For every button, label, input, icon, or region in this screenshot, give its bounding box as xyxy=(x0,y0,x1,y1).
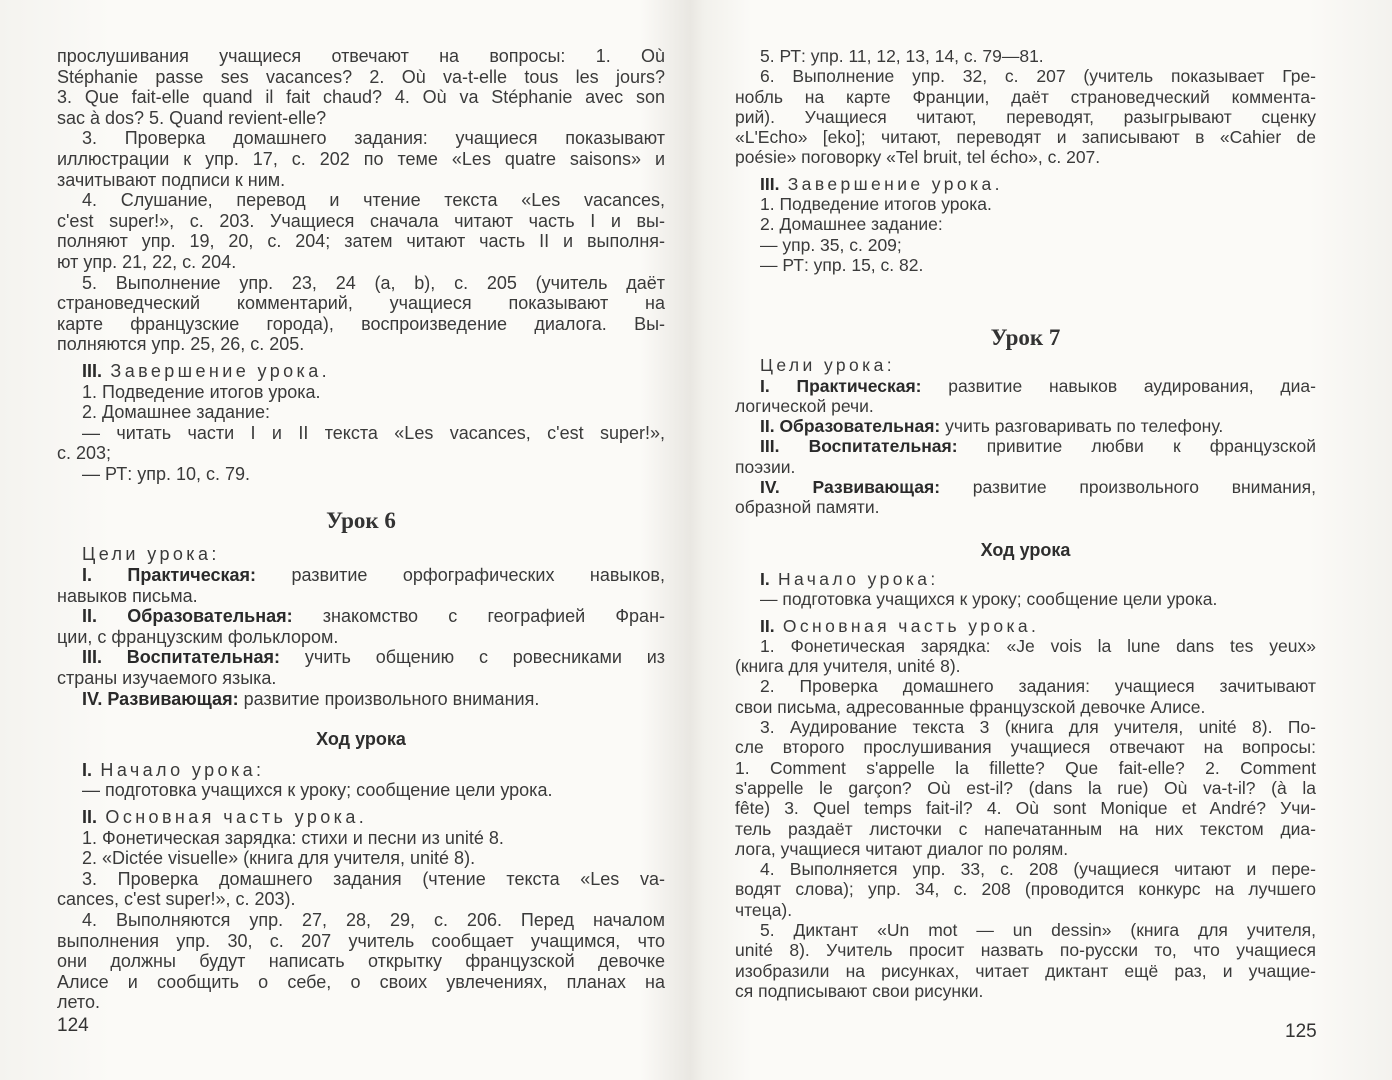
lesson-title xyxy=(735,325,1316,351)
text-line: Stéphanie passe ses vacances? 2. Où va-t-elle tous les jours? xyxy=(57,66,665,87)
text-line: 4. Выполняются упр. 27, 28, 29, с. 206. Перед началом xyxy=(82,909,665,930)
bold-label: III. xyxy=(760,173,780,194)
text-line: полняют упр. 19, 20, с. 204; затем читают часть II и выполня- xyxy=(57,231,665,252)
bold-label: II. Образовательная: xyxy=(82,606,293,627)
spaced-label: Основная часть урока. xyxy=(97,807,368,827)
paragraph xyxy=(735,436,1316,477)
bold-label: II. xyxy=(82,807,98,827)
paragraph xyxy=(735,46,1316,66)
paragraph xyxy=(57,423,665,464)
text-line: 6. Выполнение упр. 32, с. 207 (учитель показывает Гре- xyxy=(760,66,1316,87)
text-line: ции, с французским фольклором. xyxy=(57,626,339,647)
text-line: зачитывают подписи к ним. xyxy=(57,169,286,190)
paragraph xyxy=(735,589,1316,609)
text-line xyxy=(735,174,1316,194)
text-line xyxy=(735,355,1316,375)
text-line: 1. Фонетическая зарядка: «Je vois la lune dans tes yeux» xyxy=(760,635,1316,656)
bold-label: II. xyxy=(760,615,775,636)
paragraph xyxy=(57,780,665,801)
text-line: прослушивания учащиеся отвечают на вопросы: 1. Où xyxy=(57,46,665,66)
text-line xyxy=(57,807,665,828)
left-page-text xyxy=(57,46,665,1013)
paragraph xyxy=(735,376,1316,417)
paragraph xyxy=(57,190,665,272)
text-line: — РТ: упр. 15, с. 82. xyxy=(760,254,924,275)
paragraph xyxy=(57,128,665,190)
spaced-label: Завершение урока. xyxy=(102,360,331,381)
bold-label: II. Образовательная: xyxy=(760,416,941,437)
text-line: чтеца). xyxy=(735,899,793,920)
paragraph xyxy=(57,760,665,781)
paragraph xyxy=(57,647,665,688)
paragraph xyxy=(57,565,665,606)
text-line: лето. xyxy=(57,992,100,1013)
text-line: poésie» поговорку «Tel bruit, tel écho», с. 207. xyxy=(735,147,1101,168)
text-line: водят слова); упр. 34, с. 208 (проводится конкурс на лучшего xyxy=(735,879,1316,900)
text-line: страноведческий комментарий, учащиеся показывают на xyxy=(57,293,665,314)
text-line: рий). Учащиеся читают, переводят, разыгрывают сценку xyxy=(735,106,1316,127)
paragraph xyxy=(57,382,665,403)
spaced-label: Цели урока: xyxy=(760,355,896,376)
text-run: развитие произвольного внимания, xyxy=(940,477,1316,498)
text-line xyxy=(57,565,665,586)
text-line: страны изучаемого языка. xyxy=(57,668,277,689)
text-run: развитие произвольного внимания. xyxy=(238,688,540,709)
text-line: 3. Проверка домашнего задания (чтение текста «Les va- xyxy=(82,868,665,889)
paragraph xyxy=(735,174,1316,194)
text-line: 2. Домашнее задание: xyxy=(82,402,270,423)
spaced-label: Завершение урока. xyxy=(779,173,1003,194)
text-line xyxy=(57,606,665,627)
text-line: 3. Que fait-elle quand il fait chaud? 4. Où va Stéphanie avec son xyxy=(57,87,665,108)
text-line: sac à dos? 5. Quand revient-elle? xyxy=(57,107,327,128)
text-line: cances, c'est super!», с. 203). xyxy=(57,889,296,910)
text-line: 1. Comment s'appelle la fillette? Que fait-elle? 2. Comment xyxy=(735,757,1316,778)
text-line xyxy=(57,760,665,781)
text-run: учить общению с ровесниками из xyxy=(280,647,665,668)
text-line: карте французские города), воспроизведение диалога. Вы- xyxy=(57,313,665,334)
text-run: привитие любви к французской xyxy=(957,436,1316,457)
text-line xyxy=(735,616,1316,636)
text-line xyxy=(735,376,1316,396)
text-line: 5. РТ: упр. 11, 12, 13, 14, с. 79—81. xyxy=(760,46,1044,66)
paragraph xyxy=(735,569,1316,589)
paragraph xyxy=(57,464,665,485)
text-line: нобль на карте Франции, даёт страноведческий коммента- xyxy=(735,86,1316,107)
text-line: 1. Подведение итогов урока. xyxy=(82,381,321,402)
text-line: Урок 7 xyxy=(990,325,1061,351)
text-run: развитие навыков аудирования, диа- xyxy=(921,375,1316,396)
text-line: 3. Проверка домашнего задания: учащиеся показывают xyxy=(82,128,665,149)
section-heading xyxy=(735,540,1316,560)
text-line: сле второго прослушивания учащиеся отвечают на вопросы: xyxy=(735,737,1316,758)
spaced-label: Начало урока: xyxy=(769,568,939,589)
text-line: s'appelle le garçon? Où est-il? (dans la rue) Où va-t-il? (à la xyxy=(735,777,1316,798)
paragraph xyxy=(735,235,1316,255)
paragraph xyxy=(57,869,665,910)
text-line: 1. Фонетическая зарядка: стихи и песни из unité 8. xyxy=(82,827,504,848)
text-line: лога, учащиеся читают диалог по ролям. xyxy=(735,838,1069,859)
text-line: — упр. 35, с. 209; xyxy=(760,234,902,255)
paragraph xyxy=(735,194,1316,214)
paragraph xyxy=(57,361,665,382)
text-line: тель раздаёт листочки с напечатанным на них текстом диа- xyxy=(735,818,1316,839)
text-line: «L'Echo» [eko]; читают, переводят и записывают в «Cahier de xyxy=(735,127,1316,148)
paragraph xyxy=(735,355,1316,375)
text-line xyxy=(735,477,1316,497)
paragraph xyxy=(57,848,665,869)
text-line: 2. Проверка домашнего задания: учащиеся зачитывают xyxy=(760,676,1316,697)
page-number-left: 124 xyxy=(57,1015,89,1036)
paragraph xyxy=(735,255,1316,275)
text-line: 2. Домашнее задание: xyxy=(760,214,943,235)
text-line xyxy=(57,361,665,382)
paragraph xyxy=(735,616,1316,636)
text-line xyxy=(57,544,665,565)
text-line xyxy=(57,689,665,710)
bold-label: I. xyxy=(82,759,93,780)
lesson-title xyxy=(57,508,665,534)
paragraph xyxy=(57,402,665,423)
spaced-label: Основная часть урока. xyxy=(774,615,1040,636)
text-line: 2. «Dictée visuelle» (книга для учителя, unité 8). xyxy=(82,848,476,869)
paragraph xyxy=(57,544,665,565)
spaced-label: Начало урока: xyxy=(92,759,265,780)
paragraph xyxy=(57,910,665,1013)
text-line: — подготовка учащихся к уроку; сообщение цели урока. xyxy=(82,780,553,801)
text-line: (книга для учителя, unité 8). xyxy=(735,656,961,677)
spaced-label: Цели урока: xyxy=(82,544,220,565)
text-line: выполнения упр. 30, с. 207 учитель сообщает учащимся, что xyxy=(57,930,665,951)
bold-label: I. Практическая: xyxy=(760,375,922,396)
bold-label: III. Воспитательная: xyxy=(760,436,958,457)
bold-label: I. xyxy=(760,568,770,589)
text-line: образной памяти. xyxy=(735,497,880,518)
text-line: Алисе и сообщить о себе, о своих увлечениях, планах на xyxy=(57,971,665,992)
page-number-right: 125 xyxy=(1285,1021,1317,1042)
paragraph xyxy=(57,828,665,849)
text-run: учить разговаривать по телефону. xyxy=(940,416,1224,437)
bold-label: IV. Развивающая: xyxy=(82,688,239,709)
paragraph xyxy=(57,273,665,355)
text-line: поэзии. xyxy=(735,456,796,477)
paragraph xyxy=(735,66,1316,167)
paragraph xyxy=(735,636,1316,677)
paragraph xyxy=(57,46,665,128)
text-line: Ход урока xyxy=(980,539,1071,560)
text-line: изобразили на рисунках, читает диктант ещё раз, и учащие- xyxy=(735,960,1316,981)
text-line: они должны будут написать открытку французской девочке xyxy=(57,951,665,972)
paragraph xyxy=(735,416,1316,436)
text-line: ся подписывают свои рисунки. xyxy=(735,980,984,1001)
text-line xyxy=(735,416,1316,436)
paragraph xyxy=(735,717,1316,859)
paragraph xyxy=(57,689,665,710)
text-line: иллюстрации к упр. 17, с. 202 по теме «Les quatre saisons» и xyxy=(57,148,665,169)
text-line: с. 203; xyxy=(57,443,112,464)
text-line: fête) 3. Quel temps fait-il? 4. Où sont Monique et André? Учи- xyxy=(735,798,1316,819)
text-line: unité 8). Учитель просит назвать по-русски то, что учащиеся xyxy=(735,940,1316,961)
text-run: знакомство с географией Фран- xyxy=(292,606,666,627)
section-heading xyxy=(57,729,665,750)
text-line: 4. Выполняется упр. 33, с. 208 (учащиеся читают и пере- xyxy=(760,859,1316,880)
text-line: 1. Подведение итогов урока. xyxy=(760,194,992,215)
text-line: Ход урока xyxy=(316,729,406,750)
paragraph xyxy=(57,606,665,647)
text-line: навыков письма. xyxy=(57,585,198,606)
text-line: — читать части I и II текста «Les vacances, c'est super!», xyxy=(82,422,665,443)
text-line xyxy=(57,647,665,668)
right-page-text xyxy=(735,46,1316,1001)
text-line: 5. Диктант «Un mot — un dessin» (книга для учителя, xyxy=(760,919,1316,940)
paragraph xyxy=(735,214,1316,234)
text-line: Урок 6 xyxy=(326,508,396,534)
text-line: — подготовка учащихся к уроку; сообщение цели урока. xyxy=(760,589,1218,610)
text-line: свои письма, адресованные французской девочке Алисе. xyxy=(735,696,1206,717)
text-line: 5. Выполнение упр. 23, 24 (a, b), с. 205 (учитель даёт xyxy=(82,272,665,293)
text-line: — РТ: упр. 10, с. 79. xyxy=(82,463,251,484)
text-line: 3. Аудирование текста 3 (книга для учителя, unité 8). По- xyxy=(760,717,1316,738)
text-line: полняются упр. 25, 26, с. 205. xyxy=(57,334,305,355)
text-line xyxy=(735,436,1316,456)
paragraph xyxy=(57,807,665,828)
text-line: ют упр. 21, 22, с. 204. xyxy=(57,251,237,272)
bold-label: III. Воспитательная: xyxy=(82,647,281,668)
paragraph xyxy=(735,477,1316,518)
text-line: логической речи. xyxy=(735,395,874,416)
paragraph xyxy=(735,859,1316,920)
text-line: 4. Слушание, перевод и чтение текста «Les vacances, xyxy=(82,190,665,211)
text-line xyxy=(735,569,1316,589)
paragraph xyxy=(735,920,1316,1001)
paragraph xyxy=(735,676,1316,717)
bold-label: III. xyxy=(82,360,103,381)
bold-label: I. Практическая: xyxy=(82,565,257,586)
text-run: развитие орфографических навыков, xyxy=(256,565,665,586)
bold-label: IV. Развивающая: xyxy=(760,477,941,498)
text-line: c'est super!», с. 203. Учащиеся сначала читают часть I и вы- xyxy=(57,210,665,231)
